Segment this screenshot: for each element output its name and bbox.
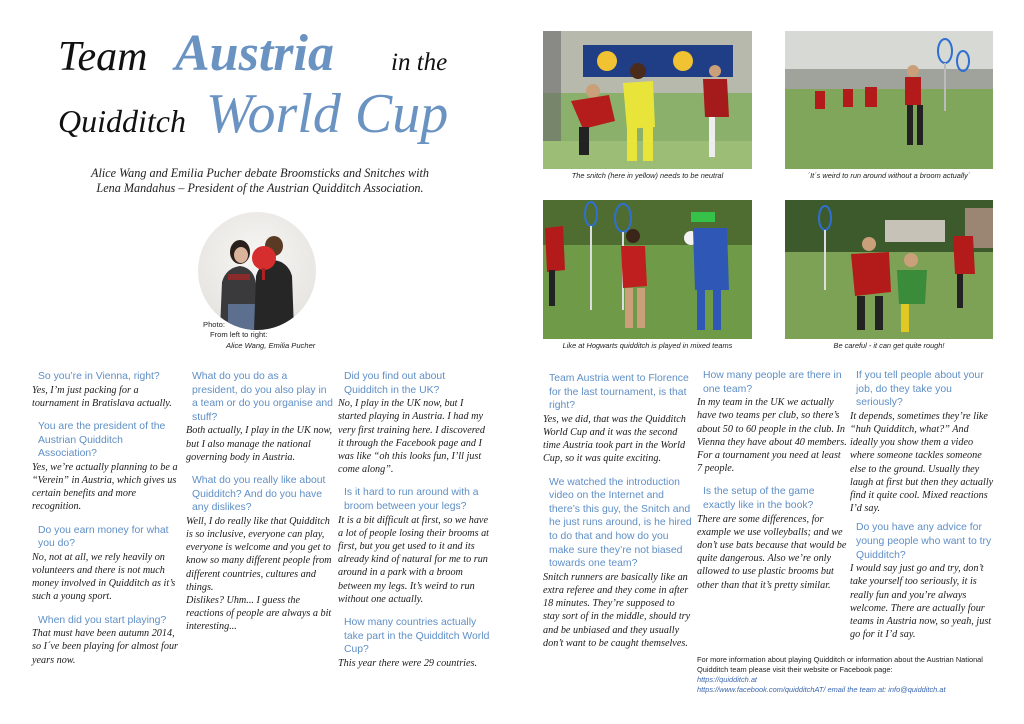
intro-line-2: Lena Mandahus – President of the Austrian Quidditch Association. xyxy=(96,181,424,195)
more-info xyxy=(697,655,997,695)
photo-snitch-caption: The snitch (here in yellow) needs to be neutral xyxy=(571,171,724,180)
answer: It depends, sometimes they’re like “huh Quidditch, what?” And ideally you show them a video where someone tackles someone else to the ground. Usually they laugh at first but then they actually find it quite cool. Mixed reactions I’d say. xyxy=(850,410,994,515)
title-quidditch: Quidditch xyxy=(58,103,186,139)
question: You are the president of the Austrian Quidditch Association? xyxy=(38,421,166,460)
portrait-caption-3: Alice Wang, Emilia Pucher xyxy=(226,341,316,350)
photo-running-caption: ´It´s weird to run around without a broom actually´ xyxy=(807,171,971,180)
title-world-cup: World Cup xyxy=(206,83,449,145)
question: Is it hard to run around with a broom between your legs? xyxy=(344,487,479,512)
portrait-caption-2: From left to right: xyxy=(210,330,268,339)
more-info-text: For more information about playing Quidditch or information about the Austrian National Quidditch team please visit their website or Facebook page: xyxy=(697,655,983,674)
answer: Both actually, I play in the UK now, but I also manage the national governing body in Austria. xyxy=(186,425,333,463)
qa-column-2 xyxy=(186,370,334,634)
photo-rough xyxy=(785,200,993,339)
question: Team Austria went to Florence for the last tournament, is that right? xyxy=(549,373,689,412)
question: What do you do as a president, do you also play in a team or do you organise and stuff? xyxy=(192,371,333,423)
qa-column-4 xyxy=(543,372,693,650)
photo-rough-caption: Be careful - it can get quite rough! xyxy=(833,341,945,350)
qa-column-3 xyxy=(338,370,490,670)
title-austria: Austria xyxy=(175,25,334,82)
qa-column-5 xyxy=(697,369,847,592)
question: Did you find out about Quidditch in the UK? xyxy=(344,371,446,396)
question: Do you have any advice for young people who want to try Quidditch? xyxy=(856,522,992,561)
facebook-link[interactable]: https://www.facebook.com/quidditchAT/ email the team at: info@quidditch.at xyxy=(697,685,946,694)
question: If you tell people about your job, do they take you seriously? xyxy=(856,370,984,409)
answer: Yes, I’m just packing for a tournament in Bratislava actually. xyxy=(32,384,172,409)
answer: Snitch runners are basically like an extra referee and they come in after 18 minutes. They’re supposed to stay sort of in the middle, should try and be unbiased and they usually don’t want to be caught themselves. xyxy=(543,571,691,649)
qa-column-6 xyxy=(850,369,998,641)
qa-column-1 xyxy=(32,370,182,667)
portrait-caption-1: Photo: xyxy=(203,320,225,329)
photo-running xyxy=(785,31,993,169)
answer: Well, I do really like that Quidditch is so inclusive, everyone can play, everyone is welcome and you get to know so many different people from different countries, cultures and things. Dislikes? Uhm... I guess the reactions of people are always a bit interesting... xyxy=(186,515,332,633)
title-in-the: in the xyxy=(391,49,448,76)
answer: It is a bit difficult at first, so we have a lot of people losing their brooms at first, but you get used to it and its already kind of natural for me to run around in a park with a broom between my legs. It’s weird to run without one actually. xyxy=(338,514,490,605)
title-team: Team xyxy=(58,34,148,80)
question: What do you really like about Quidditch? And do you have any dislikes? xyxy=(192,474,326,514)
question: Do you earn money for what you do? xyxy=(38,524,169,550)
answer: There are some differences, for example we use volleyballs; and we don’t use bats because that would be quite dangerous. Also we’re only allowed to use plastic brooms but other than that it’s pretty similar. xyxy=(697,513,847,591)
answer: No, I play in the UK now, but I started playing in Austria. I had my very first training here. I discovered it through the Facebook page and I was like “oh this looks fun, I’ll just come along”. xyxy=(338,398,485,476)
answer: I would say just go and try, don’t take yourself too seriously, it is really fun and you’re always welcome. There are actually four teams in Austria now, so yeah, just go for it I’d say. xyxy=(850,563,992,641)
question: Is the setup of the game exactly like in the book? xyxy=(703,486,815,511)
portrait-photo xyxy=(198,212,316,330)
answer: No, not at all, we rely heavily on volunteers and there is not much money involved in Quidditch as it’s such a young sport. xyxy=(32,551,176,603)
question: How many people are there in one team? xyxy=(703,370,842,395)
website-link[interactable]: https://quidditch.at xyxy=(697,675,757,684)
answer: Yes, we did, that was the Quidditch World Cup and it was the second time Austria took part in the World Cup, so it was quite exciting. xyxy=(543,413,686,465)
question: We watched the introduction video on the Internet and there’s this guy, the Snitch and he just runs around, is he hired to do that and how do you make sure they’re not biased towards one team? xyxy=(549,476,692,570)
photo-mixed-teams xyxy=(543,200,752,339)
question: When did you start playing? xyxy=(38,614,167,626)
question: So you’re in Vienna, right? xyxy=(38,371,160,382)
answer: In my team in the UK we actually have two teams per club, so there’s about 50 to 60 people in the club. In Vienna they have about 40 members. For a tournament you need at least 7 people. xyxy=(697,397,847,475)
answer: Yes, we’re actually planning to be a “Verein” in Austria, which gives us certain benefits and more recognition. xyxy=(32,461,178,513)
answer: This year there were 29 countries. xyxy=(338,657,478,669)
photo-snitch xyxy=(543,31,752,169)
intro-text xyxy=(60,166,460,196)
answer: That must have been autumn 2014, so I´ve been playing for almost four years now. xyxy=(32,628,178,666)
question: How many countries actually take part in the Quidditch World Cup? xyxy=(344,617,490,656)
photo-mixed-teams-caption: Like at Hogwarts quidditch is played in mixed teams xyxy=(562,341,733,350)
intro-line-1: Alice Wang and Emilia Pucher debate Broomsticks and Snitches with xyxy=(91,166,429,180)
